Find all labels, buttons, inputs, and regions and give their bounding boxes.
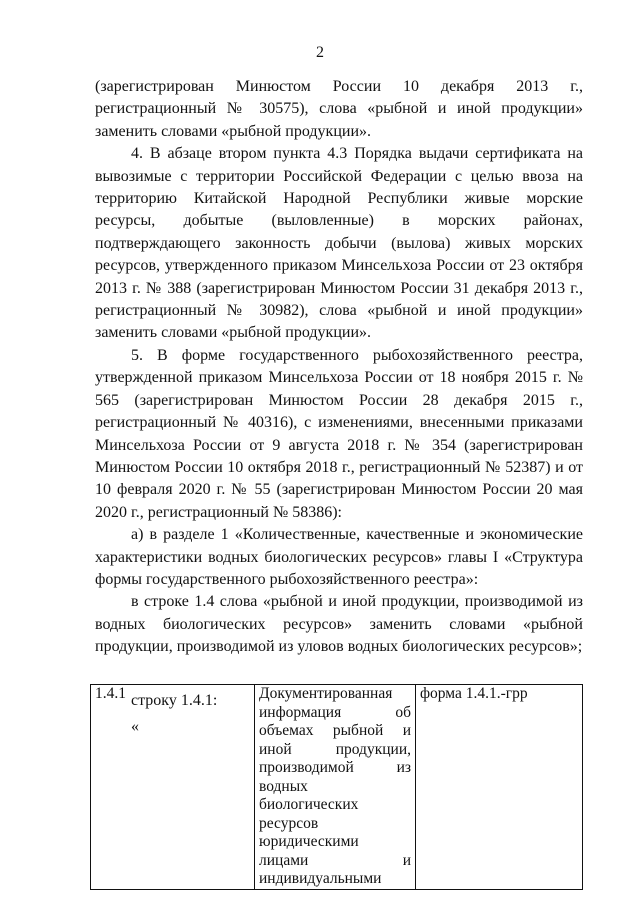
table-row xyxy=(91,685,583,890)
registry-table xyxy=(90,684,583,890)
paragraph-continuation: (зарегистрирован Минюстом России 10 декабря 2013 г., регистрационный № 30575), слова «рыбной и иной продукции» заменить словами «рыбной продукции». xyxy=(95,78,583,140)
paragraph-subitem-a: а) в разделе 1 «Количественные, качественные и экономические характеристики водных биологических ресурсов» главы I «Структура формы государственного рыбохозяйственного реестра»: xyxy=(95,526,583,588)
paragraph-line-1-4: в строке 1.4 слова «рыбной и иной продукции, производимой из водных биологических ресурсов» заменить словами «рыбной продукции, производимой из уловов водных биологических ресурсов»; xyxy=(95,593,583,656)
opening-quote-mark: « xyxy=(131,717,139,735)
document-body xyxy=(95,76,583,738)
row-form-cell: форма 1.4.1.-грр xyxy=(416,685,583,890)
paragraph-item-4: 4. В абзаце втором пункта 4.3 Порядка выдачи сертификата на вывозимые с территории Российской Федерации с целью ввоза на территорию Китайской Народной Республики живые морские ресурсы, добытые (выловленные) в морских районах, подтверждающего законность добычи (вылова) живых морских ресурсов, утвержденного приказом Минсельхоза России от 23 октября 2013 г. № 388 (зарегистрирован Минюстом России 31 декабря 2013 г., регистрационный № 30982), слова «рыбной и иной продукции» заменить словами «рыбной продукции». xyxy=(95,145,583,342)
row-code-cell: 1.4.1 xyxy=(91,685,255,890)
row-description-cell: Документированная информация об объемах рыбной и иной продукции, производимой из водных биологических ресурсов юридическими лицами и индивидуальными xyxy=(255,685,416,890)
paragraph-line-1-4-1-intro: строку 1.4.1: xyxy=(131,691,218,709)
page-number: 2 xyxy=(316,44,324,61)
paragraph-item-5: 5. В форме государственного рыбохозяйственного реестра, утвержденной приказом Минсельхоза России от 18 ноября 2015 г. № 565 (зарегистрирован Минюстом России 28 декабря 2015 г., регистрационный № 40316), с изменениями, внесенными приказами Минсельхоза России от 9 августа 2018 г. № 354 (зарегистрирован Минюстом России 10 октября 2018 г., регистрационный № 52387) и от 10 февраля 2020 г. № 55 (зарегистрирован Минюстом России 20 мая 2020 г., регистрационный № 58386): xyxy=(95,346,583,521)
